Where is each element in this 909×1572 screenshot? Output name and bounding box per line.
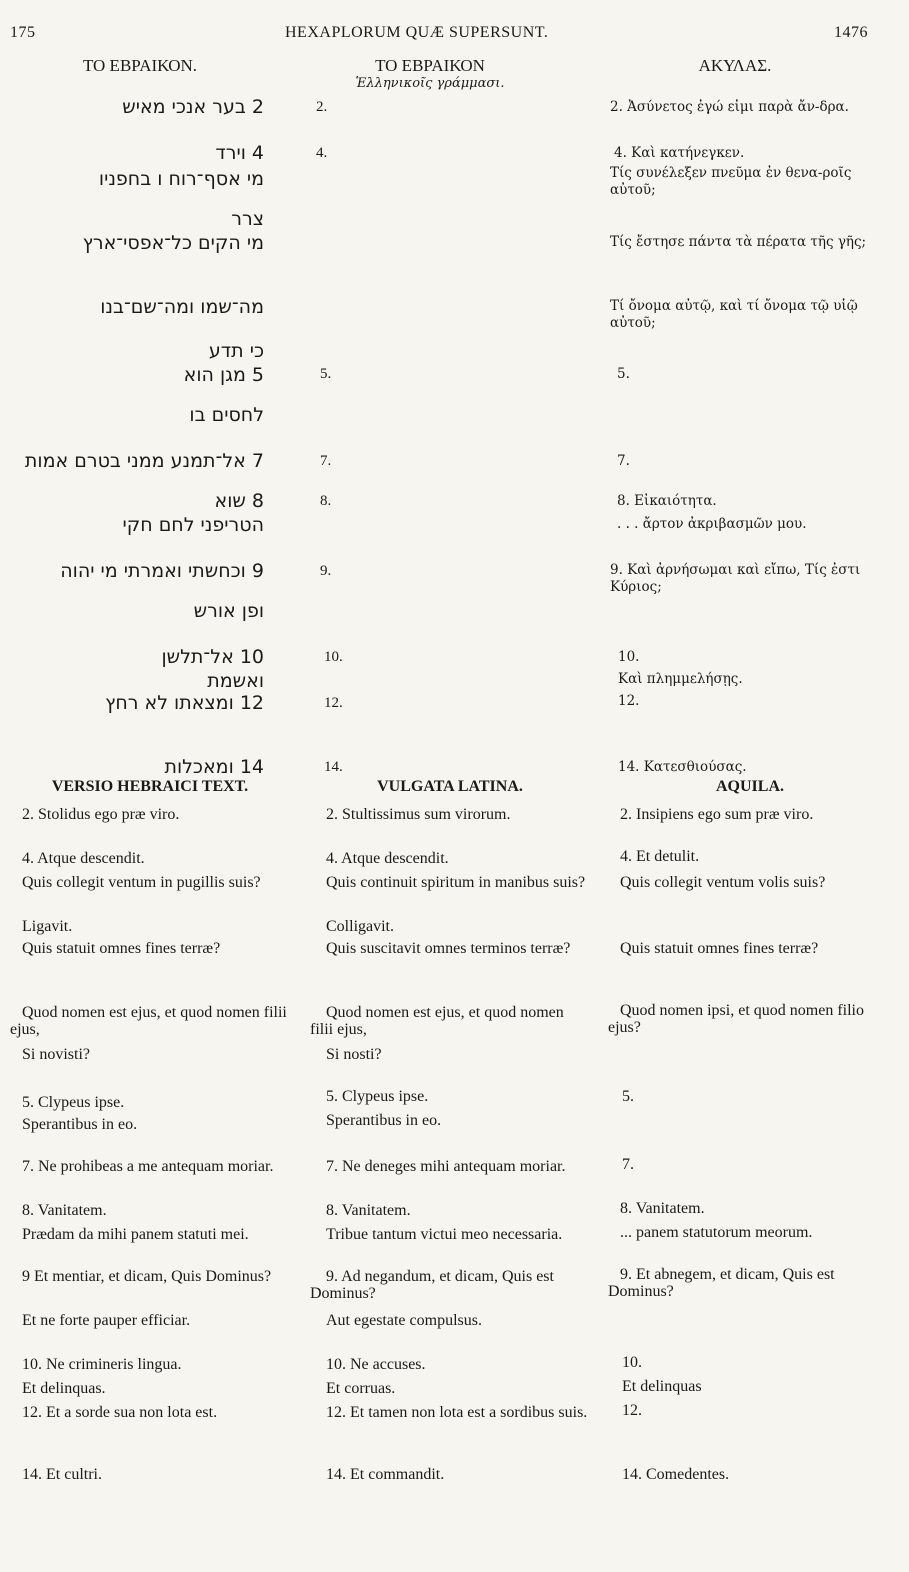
hebrew-line: צרר (231, 208, 264, 230)
vulgata-line: Tribue tantum victui meo necessaria. (326, 1226, 563, 1243)
verse-number: 4. (316, 145, 328, 161)
hebrew-line: 4 וירד (215, 142, 264, 164)
aquila-greek-line: Τί ὄνομα αὐτῷ, καὶ τί ὄνομα τῷ υἱῷ αὐτοῦ; (610, 298, 858, 331)
versio-line: Ligavit. (22, 918, 73, 935)
vulgata-line: 9. Ad negandum, et dicam, Quis est Dominus? (310, 1268, 554, 1302)
versio-line: 2. Stolidus ego præ viro. (22, 806, 180, 823)
vulgata-latina-column-title: VULGATA LATINA. (377, 778, 523, 795)
vulgata-line: Aut egestate compulsus. (326, 1312, 482, 1329)
verse-number: 9. (320, 563, 332, 579)
aquila-latin-line: Et delinquas (622, 1378, 702, 1395)
versio-line: Et ne forte pauper efficiar. (22, 1312, 191, 1329)
aquila-greek-line: . . . ἄρτον ἀκριβασμῶν μου. (617, 516, 807, 532)
versio-line: Prædam da mihi panem statuti mei. (22, 1226, 249, 1243)
aquila-latin-line: 9. Et abnegem, et dicam, Quis est Dominus? (608, 1266, 835, 1300)
aquila-latin-line: Quis statuit omnes fines terræ? (620, 940, 819, 957)
aquila-latin-line: 5. (622, 1088, 634, 1105)
versio-line: Sperantibus in eo. (22, 1116, 138, 1133)
vulgata-line: Si nosti? (326, 1046, 382, 1063)
aquila-latin-column-title: AQUILA. (715, 778, 784, 795)
vulgata-line: 14. Et commandit. (326, 1466, 445, 1483)
verse-number: 2. (316, 99, 328, 115)
versio-line: 14. Et cultri. (22, 1466, 102, 1483)
aquila-latin-line: 12. (622, 1402, 642, 1419)
hebrew-column-title: ΤΟ ΕΒΡΑΙΚΟΝ. (82, 56, 198, 75)
aquila-greek-line: 7. (617, 453, 630, 469)
page-number-right: 1476 (834, 24, 868, 41)
hebrew-line: 8 שוא (214, 490, 264, 512)
versio-line: 4. Atque descendit. (22, 850, 145, 867)
hebrew-line: 14 ומאכלות (164, 756, 264, 778)
aquila-latin-line: 10. (622, 1354, 642, 1371)
aquila-greek-line: 5. (617, 366, 630, 382)
vulgata-line: Et corruas. (326, 1380, 396, 1397)
aquila-greek-line: 2. Ἀσύνετος ἐγώ εἰμι παρὰ ἄν-δρα. (610, 99, 849, 115)
aquila-greek-line: Τίς ἔστησε πάντα τὰ πέρατα τῆς γῆς; (610, 234, 867, 250)
vulgata-line: Quis suscitavit omnes terminos terræ? (326, 940, 571, 957)
versio-line: 8. Vanitatem. (22, 1202, 107, 1219)
versio-line: 12. Et a sorde sua non lota est. (22, 1404, 218, 1421)
aquila-greek-line: 14. Κατεσθιούσας. (618, 759, 747, 775)
hebrew-line: הטריפני לחם חקי (122, 514, 264, 536)
hebrew-line: 5 מגן הוא (183, 364, 264, 386)
versio-line: 7. Ne prohibeas a me antequam moriar. (22, 1158, 274, 1175)
aquila-greek-line: 4. Καὶ κατήνεγκεν. (614, 145, 745, 161)
aquila-latin-line: Quis collegit ventum volis suis? (620, 874, 826, 891)
hebrew-line: ואשמת (207, 670, 264, 692)
vulgata-line: 10. Ne accuses. (326, 1356, 426, 1373)
aquila-greek-line: Τίς συνέλεξεν πνεῦμα ἐν θενα-ροῖς αὐτοῦ; (610, 165, 852, 198)
hebrew-line: לחסים בו (189, 404, 264, 426)
versio-line: 5. Clypeus ipse. (22, 1094, 125, 1111)
aquila-greek-line: 8. Εἰκαιότητα. (617, 493, 717, 509)
page-number-left: 175 (10, 24, 36, 41)
vulgata-line: Sperantibus in eo. (326, 1112, 442, 1129)
verse-number: 12. (324, 695, 343, 711)
aquila-latin-line: 7. (622, 1156, 634, 1173)
verse-number: 5. (320, 366, 332, 382)
vulgata-line: 12. Et tamen non lota est a sordibus suis. (326, 1404, 588, 1421)
vulgata-line: 4. Atque descendit. (326, 850, 449, 867)
verse-number: 10. (324, 649, 343, 665)
hebrew-line: מה־שמו ומה־שם־בנו (100, 296, 264, 318)
verse-number: 8. (320, 493, 332, 509)
hebrew-line: 12 ומצאתו לא רחץ (105, 692, 264, 714)
versio-line: 10. Ne crimineris lingua. (22, 1356, 182, 1373)
hebrew-line: מי הקים כל־אפסי־ארץ (82, 232, 264, 254)
versio-line: Quod nomen est ejus, et quod nomen filii ejus, (10, 1004, 287, 1038)
vulgata-line: 7. Ne deneges mihi antequam moriar. (326, 1158, 566, 1175)
aquila-greek-line: Καὶ πλημμελήσῃς. (618, 671, 743, 687)
vulgata-line: 8. Vanitatem. (326, 1202, 411, 1219)
versio-line: Si novisti? (22, 1046, 91, 1063)
aquila-greek-line: 9. Καὶ ἀρνήσωμαι καὶ εἴπω, Τίς ἐστι Κύριος; (610, 562, 861, 595)
hebrew-line: מי אסף־רוח ו בחפניו (98, 168, 264, 190)
vulgata-line: Quod nomen est ejus, et quod nomen filii ejus, (310, 1004, 564, 1038)
versio-line: Quis statuit omnes fines terræ? (22, 940, 221, 957)
aquila-latin-line: 14. Comedentes. (622, 1466, 730, 1483)
vulgata-line: Quis continuit spiritum in manibus suis? (326, 874, 586, 891)
versio-hebraici-column-title: VERSIO HEBRAICI TEXT. (51, 778, 249, 795)
aquila-greek-column-title: ΑΚΥΛΑΣ. (698, 56, 772, 75)
vulgata-line: Colligavit. (326, 918, 394, 935)
versio-line: Quis collegit ventum in pugillis suis? (22, 874, 261, 891)
aquila-latin-line: 8. Vanitatem. (620, 1200, 705, 1217)
hebrew-line: 2 בער אנכי מאיש (122, 96, 264, 118)
hebrew-line: 9 וכחשתי ואמרתי מי יהוה (60, 560, 264, 582)
transliteration-column-subtitle: Ἑλληνικοῖς γράμμασι. (355, 76, 505, 91)
aquila-latin-line: Quod nomen ipsi, et quod nomen filio ejus? (608, 1002, 864, 1036)
aquila-latin-line: ... panem statutorum meorum. (620, 1224, 813, 1241)
versio-line: Et delinquas. (22, 1380, 106, 1397)
verse-number: 7. (320, 453, 332, 469)
transliteration-column-title: ΤΟ ΕΒΡΑΙΚΟΝ (375, 56, 485, 75)
hebrew-line: 10 אל־תלשן (161, 646, 264, 668)
vulgata-line: 5. Clypeus ipse. (326, 1088, 429, 1105)
versio-line: 9 Et mentiar, et dicam, Quis Dominus? (22, 1268, 272, 1285)
hebrew-line: 7 אל־תמנע ממני בטרם אמות (24, 450, 264, 472)
aquila-latin-line: 2. Insipiens ego sum præ viro. (620, 806, 814, 823)
running-title: HEXAPLORUM QUÆ SUPERSUNT. (285, 24, 549, 41)
aquila-latin-line: 4. Et detulit. (620, 848, 700, 865)
aquila-greek-line: 12. (618, 693, 640, 709)
hebrew-line: ופן אורש (193, 600, 264, 622)
vulgata-line: 2. Stultissimus sum virorum. (326, 806, 511, 823)
verse-number: 14. (324, 759, 343, 775)
hebrew-line: כי תדע (208, 340, 264, 362)
aquila-greek-line: 10. (618, 649, 640, 665)
